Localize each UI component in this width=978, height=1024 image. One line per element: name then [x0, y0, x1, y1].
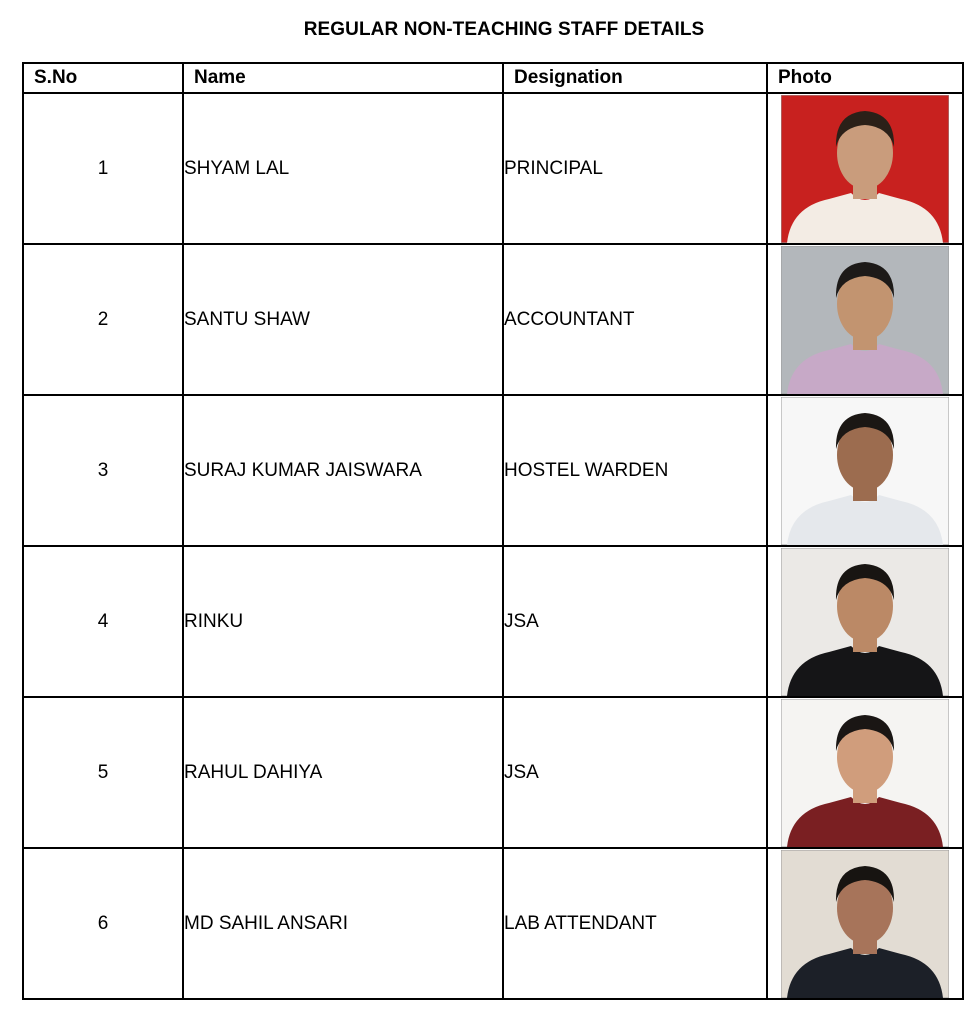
cell-designation: PRINCIPAL [503, 93, 767, 244]
column-header-name: Name [183, 63, 503, 93]
column-header-designation: Designation [503, 63, 767, 93]
cell-name: MD SAHIL ANSARI [183, 848, 503, 999]
column-header-sno: S.No [23, 63, 183, 93]
cell-sno: 6 [23, 848, 183, 999]
cell-photo [767, 244, 963, 395]
cell-sno: 3 [23, 395, 183, 546]
cell-sno: 5 [23, 697, 183, 848]
cell-designation: HOSTEL WARDEN [503, 395, 767, 546]
table-row [23, 848, 963, 999]
column-header-photo: Photo [767, 63, 963, 93]
cell-name: RAHUL DAHIYA [183, 697, 503, 848]
cell-photo [767, 546, 963, 697]
page-title: REGULAR NON-TEACHING STAFF DETAILS [303, 19, 705, 40]
cell-designation: LAB ATTENDANT [503, 848, 767, 999]
cell-designation: JSA [503, 546, 767, 697]
table-row [23, 546, 963, 697]
staff-table [22, 62, 964, 1000]
cell-designation: ACCOUNTANT [503, 244, 767, 395]
cell-sno: 4 [23, 546, 183, 697]
staff-photo [781, 548, 949, 696]
cell-name: SURAJ KUMAR JAISWARA [183, 395, 503, 546]
staff-photo [781, 850, 949, 998]
staff-photo [781, 397, 949, 545]
cell-designation: JSA [503, 697, 767, 848]
cell-photo [767, 395, 963, 546]
cell-photo [767, 93, 963, 244]
table-header-row [23, 63, 963, 93]
cell-name: SANTU SHAW [183, 244, 503, 395]
cell-photo [767, 848, 963, 999]
cell-name: SHYAM LAL [183, 93, 503, 244]
cell-photo [767, 697, 963, 848]
cell-sno: 1 [23, 93, 183, 244]
table-row [23, 244, 963, 395]
cell-name: RINKU [183, 546, 503, 697]
staff-photo [781, 699, 949, 847]
cell-sno: 2 [23, 244, 183, 395]
staff-photo [781, 95, 949, 243]
table-row [23, 395, 963, 546]
table-row [23, 697, 963, 848]
table-row [23, 93, 963, 244]
staff-photo [781, 246, 949, 394]
